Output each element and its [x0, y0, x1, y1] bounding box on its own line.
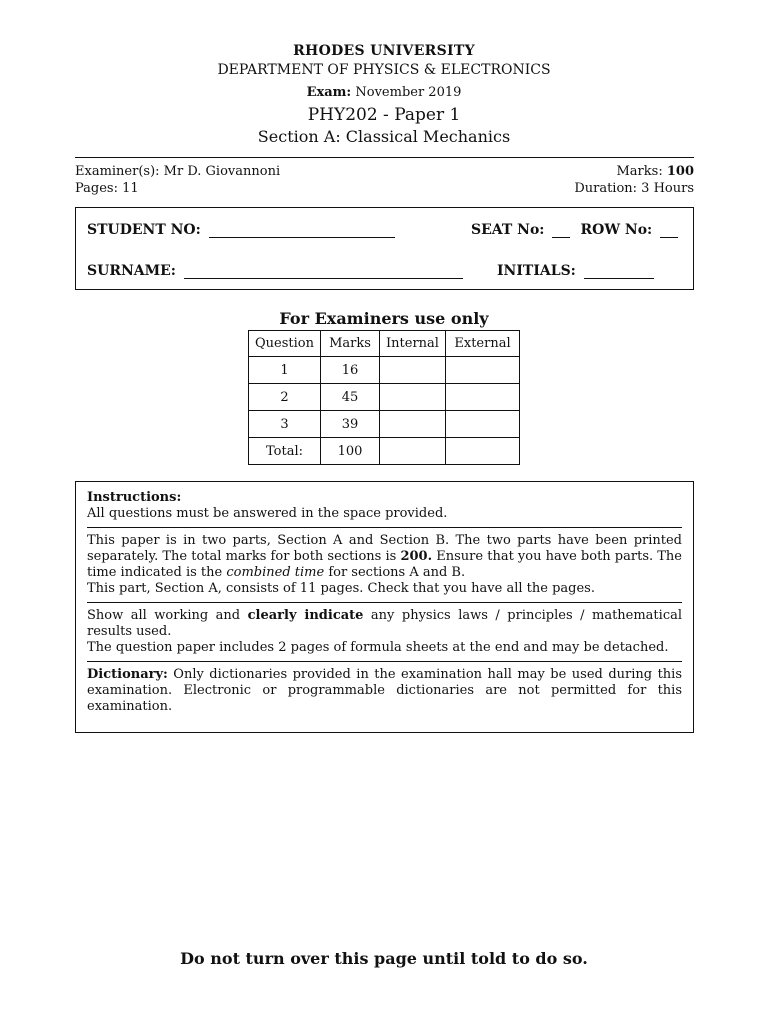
table-row [249, 357, 520, 384]
duration: Duration: 3 Hours [574, 181, 694, 196]
instructions-box [75, 481, 694, 733]
instructions-divider [87, 661, 682, 662]
student-no-blank[interactable] [209, 223, 395, 238]
instructions-bold-text: 200. [400, 549, 433, 564]
instructions-text: Only dictionaries provided in the examination hall may be used during this examination. Electronic or programmable dictionaries are not permitted for this examination. [87, 667, 682, 714]
external-cell [446, 411, 520, 438]
row-label: ROW No: [580, 222, 653, 238]
internal-cell [380, 438, 446, 465]
column-header: Question [249, 331, 321, 357]
seat-blank[interactable] [552, 223, 570, 238]
question-cell: 1 [249, 357, 321, 384]
column-header: Marks [321, 331, 380, 357]
instructions-text: The question paper includes 2 pages of formula sheets at the end and may be detached. [87, 640, 669, 655]
marks-cell: 39 [321, 411, 380, 438]
total-label-cell: Total: [249, 438, 321, 465]
seat-row-field [471, 222, 678, 238]
meta-left [75, 163, 280, 197]
instructions-text: for sections A and B. [324, 565, 466, 580]
instructions-block-3 [87, 608, 682, 656]
surname-blank[interactable] [184, 264, 463, 279]
paper-title: PHY202 - Paper 1 [307, 105, 461, 125]
table-header-row [249, 331, 520, 357]
examiners: Examiner(s): Mr D. Giovannoni [75, 164, 281, 179]
surname-label: SURNAME: [87, 263, 176, 279]
exam-date: November 2019 [355, 85, 462, 100]
total-marks-cell: 100 [321, 438, 380, 465]
question-cell: 2 [249, 384, 321, 411]
instructions-block-2 [87, 533, 682, 597]
section-title: Section A: Classical Mechanics [257, 127, 511, 146]
university-name: RHODES UNIVERSITY [293, 43, 475, 59]
initials-field [497, 263, 654, 279]
external-cell [446, 438, 520, 465]
exam-date-line [0, 85, 768, 100]
external-cell [446, 384, 520, 411]
instructions-italic-text: combined time [226, 565, 325, 580]
dictionary-label: Dictionary: [87, 667, 168, 682]
instructions-block-4 [87, 667, 682, 715]
examiners-table-heading: For Examiners use only [279, 309, 489, 328]
instructions-heading: Instructions: [87, 490, 182, 505]
external-cell [446, 357, 520, 384]
marks-value: 100 [666, 164, 694, 179]
instructions-text: This part, Section A, consists of 11 pages. Check that you have all the pages. [87, 581, 595, 596]
instructions-bold-text: clearly indicate [247, 608, 364, 623]
instructions-content [87, 490, 682, 715]
footer-warning: Do not turn over this page until told to do so. [180, 949, 588, 968]
instructions-line-1: All questions must be answered in the space provided. [87, 506, 448, 521]
column-header: Internal [380, 331, 446, 357]
instructions-text: Show all working and [87, 608, 248, 623]
meta-right [574, 163, 694, 197]
student-no-label: STUDENT NO: [87, 222, 201, 238]
table-row [249, 384, 520, 411]
marks-label: Marks: [616, 164, 663, 179]
column-header: External [446, 331, 520, 357]
table-row [249, 411, 520, 438]
exam-label: Exam: [306, 85, 352, 100]
row-blank[interactable] [660, 223, 678, 238]
initials-blank[interactable] [584, 264, 654, 279]
marks-cell: 45 [321, 384, 380, 411]
surname-field [87, 263, 463, 279]
page-count: Pages: 11 [75, 181, 139, 196]
marks-cell: 16 [321, 357, 380, 384]
seat-label: SEAT No: [471, 222, 545, 238]
table-row-total [249, 438, 520, 465]
department-name: DEPARTMENT OF PHYSICS & ELECTRONICS [217, 62, 551, 78]
question-cell: 3 [249, 411, 321, 438]
internal-cell [380, 357, 446, 384]
internal-cell [380, 411, 446, 438]
student-no-field [87, 222, 395, 238]
instructions-divider [87, 602, 682, 603]
instructions-text: This paper is in two parts, Section A and Section B. The two parts have been printed separately. The total marks for both sections is [87, 533, 682, 564]
instructions-divider [87, 527, 682, 528]
student-details-box [75, 207, 694, 290]
internal-cell [380, 384, 446, 411]
header-rule [75, 157, 694, 158]
instructions-text: Ensure that you have both parts. The time indicated is the [87, 549, 683, 580]
examiners-marks-table [248, 330, 520, 465]
total-marks [574, 163, 694, 180]
instructions-text: any physics laws / principles / mathematical results used. [87, 608, 683, 639]
initials-label: INITIALS: [497, 263, 576, 279]
